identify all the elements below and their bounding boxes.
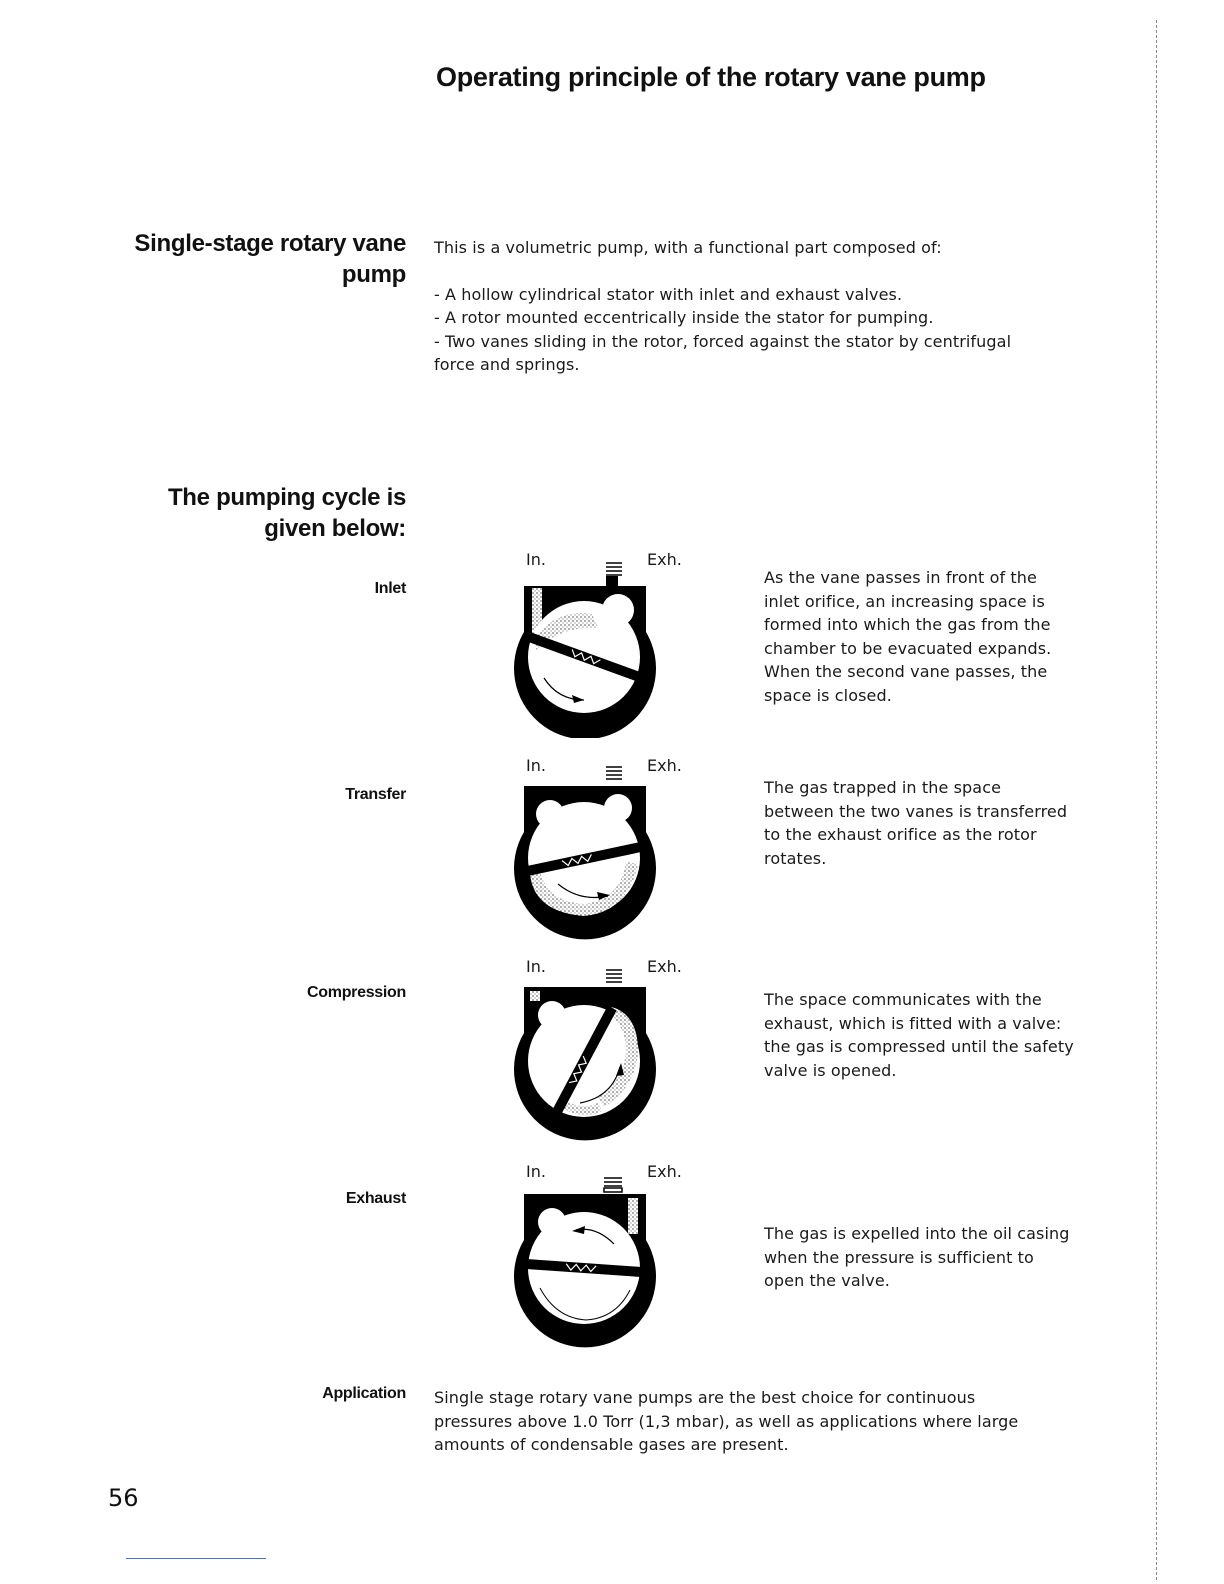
stage-description-transfer: The gas trapped in the space between the two vanes is transferred to the exhaust orifice as the rotor rotates. <box>764 778 1068 868</box>
list-item: - A hollow cylindrical stator with inlet and exhaust valves. <box>434 284 903 304</box>
exhaust-port-label: Exh. <box>647 756 682 775</box>
exhaust-port-label: Exh. <box>647 957 682 976</box>
inlet-port-label: In. <box>526 957 546 976</box>
list-item: - A rotor mounted eccentrically inside the stator for pumping. <box>434 308 934 327</box>
section-heading-single-stage: Single-stage rotary vane pump <box>134 230 406 288</box>
pump-diagram-compression <box>500 955 700 1145</box>
list-item: - Two vanes sliding in the rotor, forced against the stator by centrifugal force and springs. <box>434 331 1012 374</box>
page-number: 56 <box>108 1484 139 1512</box>
pump-diagram-inlet <box>500 548 700 738</box>
scan-edge-line <box>1156 20 1157 1580</box>
inlet-port-label: In. <box>526 756 546 775</box>
pump-diagram-exhaust <box>500 1160 700 1350</box>
exhaust-port-label: Exh. <box>647 550 682 569</box>
section-heading-pumping-cycle: The pumping cycle is given below: <box>167 484 406 542</box>
stage-label-compression: Compression <box>307 984 406 1001</box>
stage-description-inlet: As the vane passes in front of the inlet orifice, an increasing space is formed into which the gas from the chamber to be evacuated expands. When the second vane passes, the space is closed. <box>764 568 1052 705</box>
stage-description-exhaust: The gas is expelled into the oil casing when the pressure is sufficient to open the valve. <box>764 1224 1070 1290</box>
stage-label-inlet: Inlet <box>374 580 406 597</box>
single-stage-description <box>434 236 1054 377</box>
footer-rule <box>126 1558 266 1559</box>
page-title: Operating principle of the rotary vane pump <box>436 62 986 92</box>
intro-text: This is a volumetric pump, with a functional part composed of: <box>434 238 942 257</box>
stage-label-exhaust: Exhaust <box>345 1190 406 1207</box>
inlet-port-label: In. <box>526 550 546 569</box>
stage-description-compression: The space communicates with the exhaust, which is fitted with a valve: the gas is compressed until the safety valve is opened. <box>764 990 1074 1080</box>
pump-diagram-transfer <box>500 754 700 944</box>
exhaust-port-label: Exh. <box>647 1162 682 1181</box>
application-text: Single stage rotary vane pumps are the best choice for continuous pressures above 1.0 Torr (1,3 mbar), as well as applications where large amounts of condensable gases are present. <box>434 1388 1019 1454</box>
stage-label-transfer: Transfer <box>345 786 406 803</box>
application-label: Application <box>322 1385 406 1402</box>
inlet-port-label: In. <box>526 1162 546 1181</box>
